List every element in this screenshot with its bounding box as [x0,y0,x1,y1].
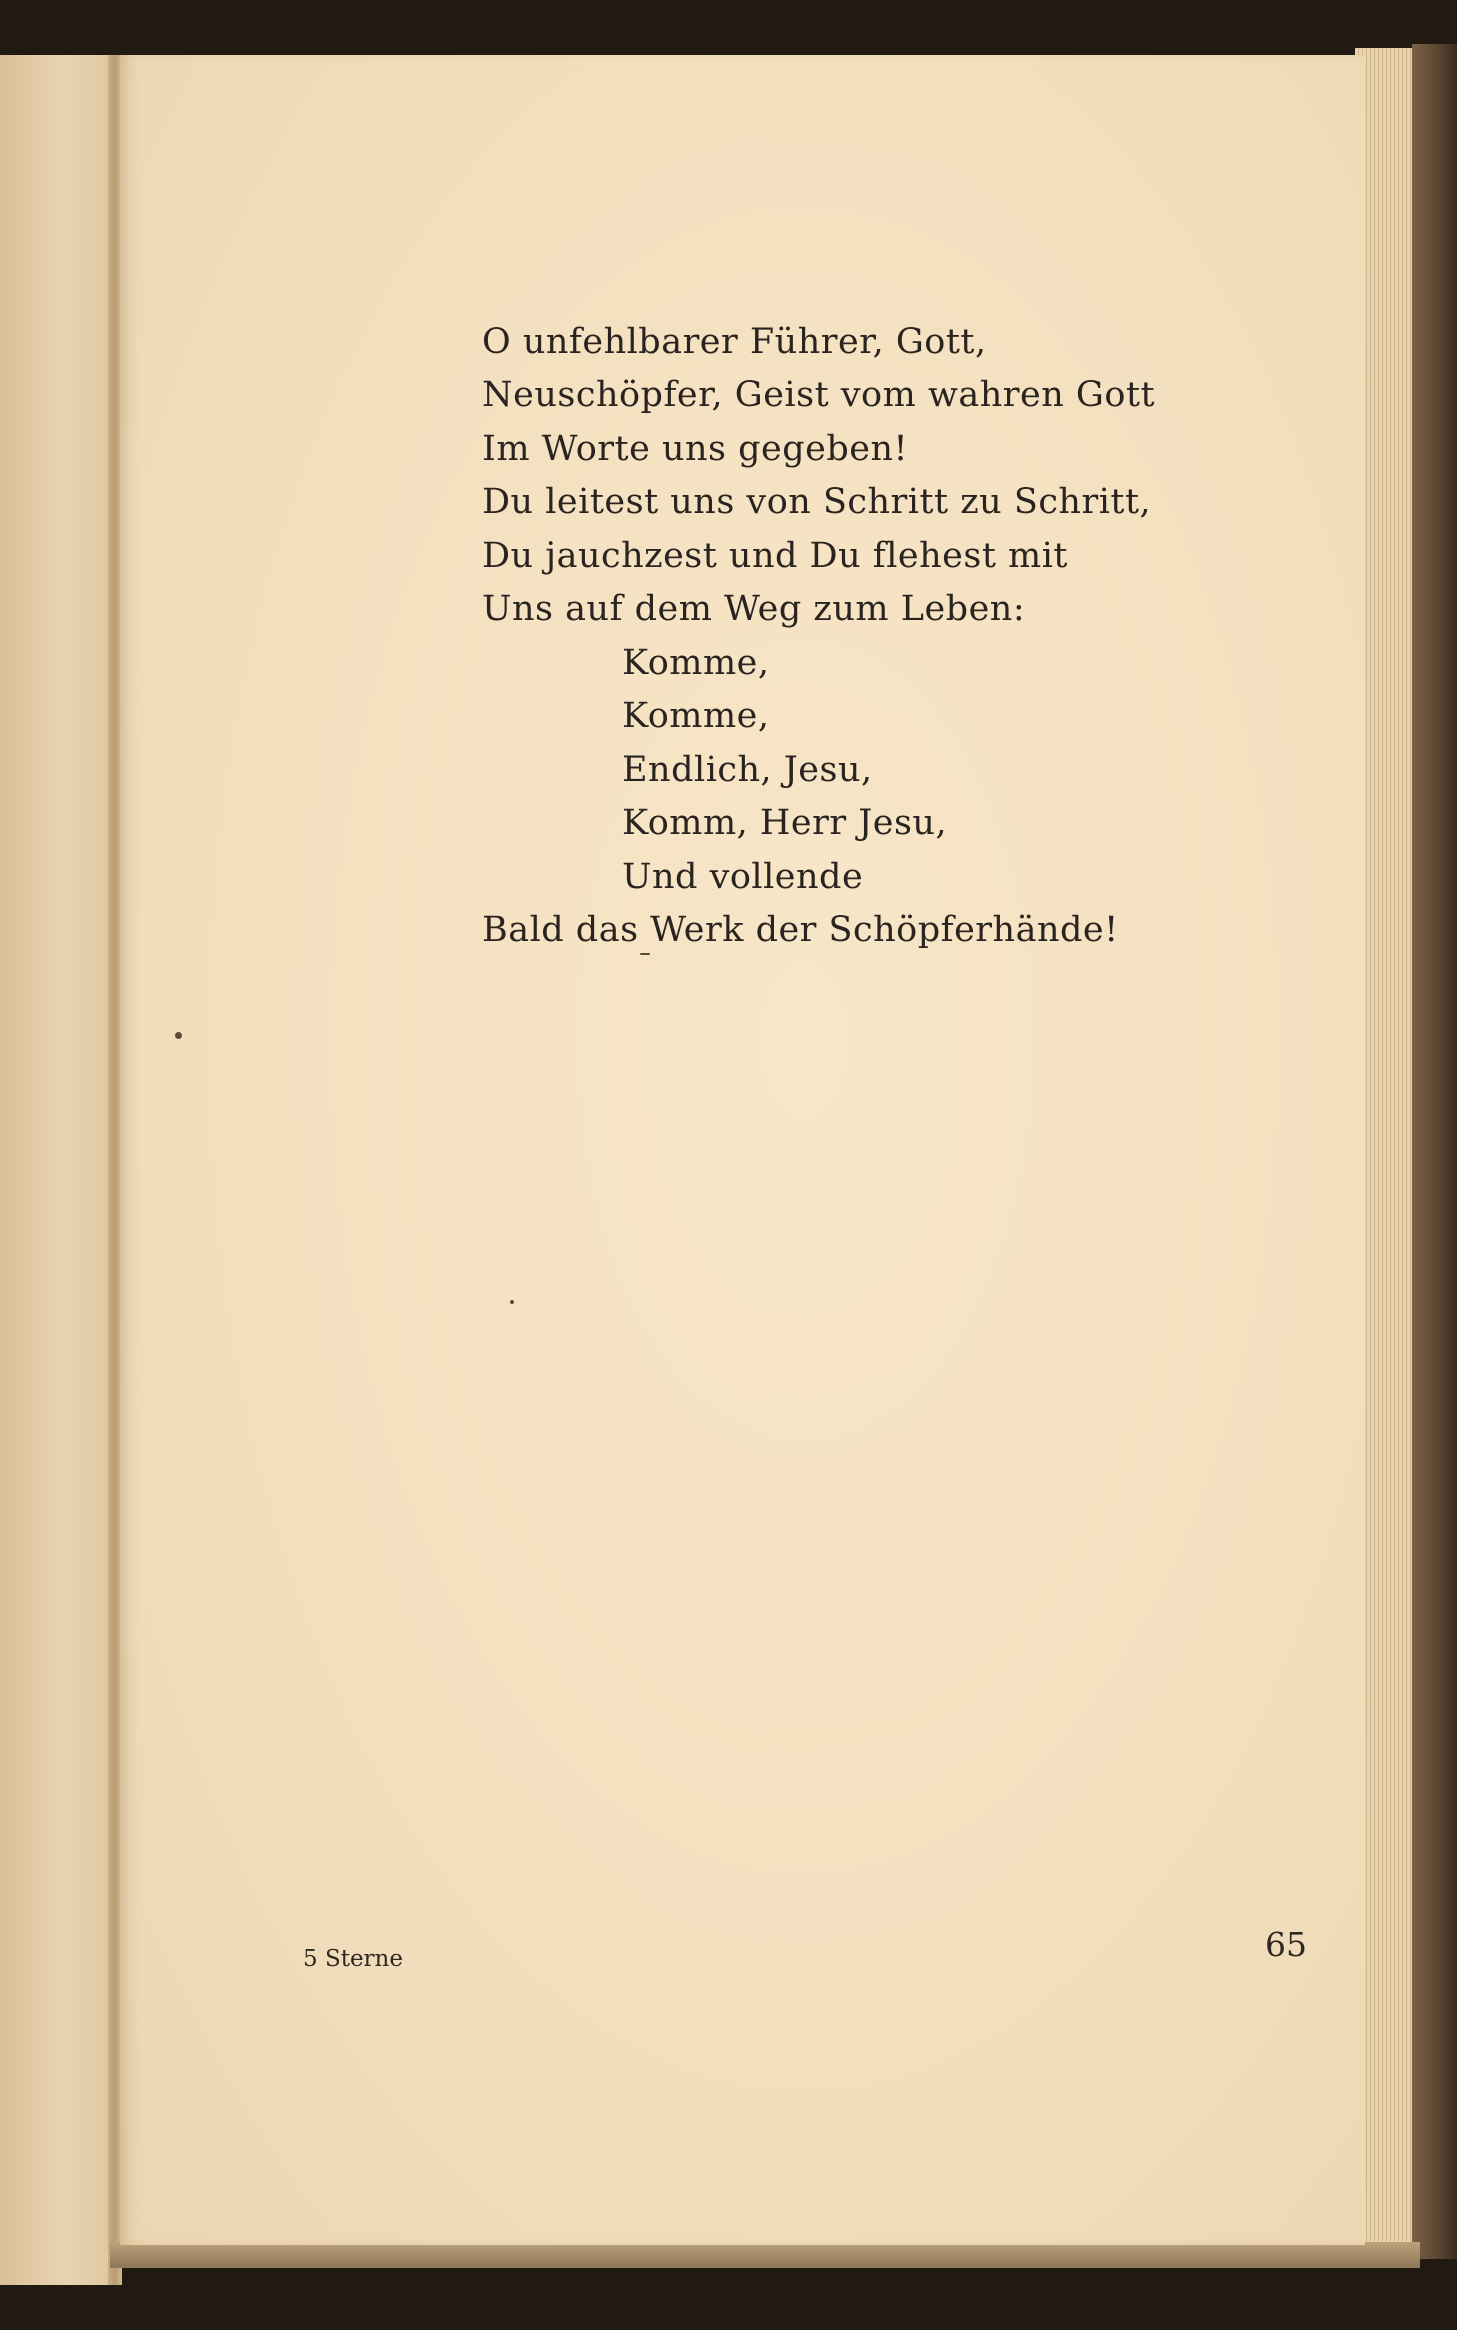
poem-line: Komme, [622,696,770,736]
book-page [120,55,1365,2245]
page-bottom-edge [110,2242,1420,2268]
poem-line: Und vollende [622,857,864,897]
paper-speck [175,1032,182,1039]
poem-line: Komm, Herr Jesu, [622,803,948,843]
poem-line: Endlich, Jesu, [622,750,873,790]
poem-line: Uns auf dem Weg zum Leben: [482,589,1026,629]
paper-speck [640,953,650,955]
poem-line: Bald das Werk der Schöpferhände! [482,910,1119,950]
page-number: 65 [1265,1925,1307,1964]
poem-line: Komme, [622,643,770,683]
left-page-edge [0,55,122,2285]
book-cover-edge [1412,44,1457,2259]
poem-line: Neuschöpfer, Geist vom wahren Gott [482,375,1156,415]
paper-speck [510,1300,514,1304]
poem-line: Im Worte uns gegeben! [482,429,909,469]
poem-line: Du jauchzest und Du flehest mit [482,536,1068,576]
poem-line: Du leitest uns von Schritt zu Schritt, [482,482,1152,522]
signature-mark: 5 Sterne [303,1946,403,1972]
poem-line: O unfehlbarer Führer, Gott, [482,322,987,362]
